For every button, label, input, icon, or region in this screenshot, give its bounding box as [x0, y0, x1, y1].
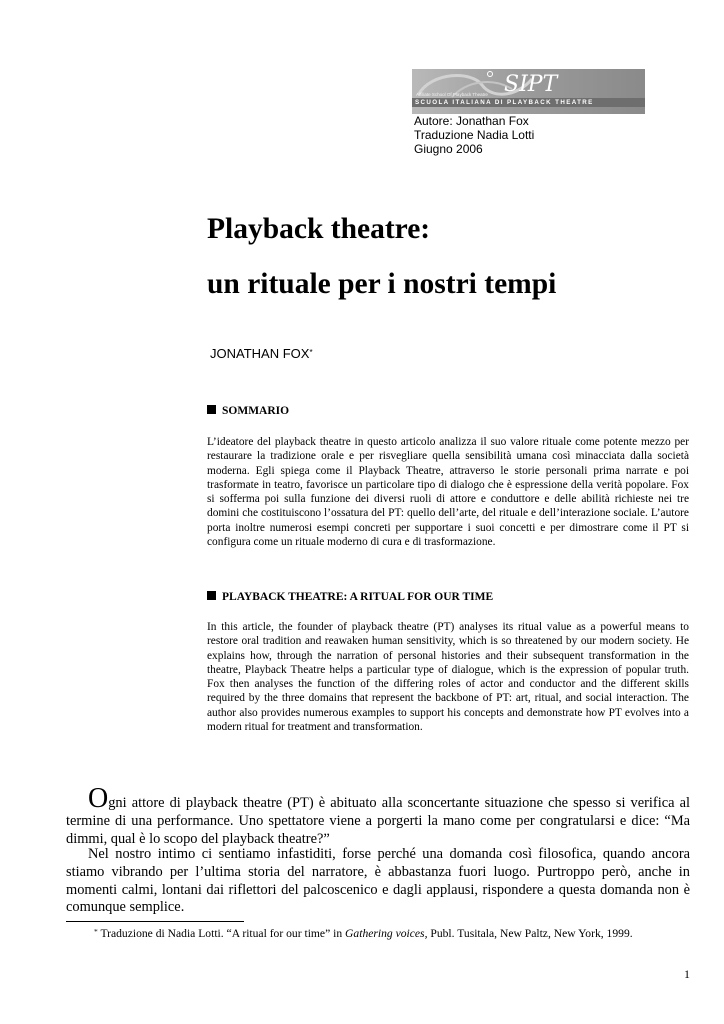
body-paragraph-2: Nel nostro intimo ci sentiamo infastiditi, forse perché una domanda così filosofica, quando ancora stiamo vibrando per l’ultima storia del narratore, è abbastanza fuori luogo. Purtroppo però, anche in momenti calmi, lontani dai riflettori del palcoscenico e dagli applausi, rispondere a questa domanda non è comunque semplice.: [66, 846, 690, 916]
page-number: 1: [684, 967, 690, 981]
footnote-mark: *: [94, 927, 98, 936]
title-line-1: Playback theatre:: [207, 213, 431, 245]
logo-band-text: SCUOLA ITALIANA DI PLAYBACK THEATRE: [415, 99, 594, 106]
section-heading-text: SOMMARIO: [222, 405, 290, 417]
footnote-text-before: Traduzione di Nadia Lotti. “A ritual for our time” in: [97, 927, 346, 940]
abstract-italian: L’ideatore del playback theatre in questo articolo analizza il suo valore rituale come potente mezzo per restaurare la tradizione orale e per risvegliare quella sensibilità umana così minacciata dalla società moderna. Egli spiega come il Playback Theatre, attraverso le storie personali prima narrate e poi trasformate in teatro, favorisce un particolare tipo di dialogo che è espressione della verità popolare. Fox si sofferma poi sulla funzione dei diversi ruoli di attore e conduttore e delle abilità richieste nei tre domini che costituiscono l’ossatura del PT: quello dell’arte, del rituale e dell’interazione sociale. L’autore porta inoltre numerosi esempi concreti per supportare i suoi concetti e per dimostrare come il PT si configura come un rituale moderno di cura e di trasformazione.: [207, 436, 689, 549]
square-bullet-icon: [207, 405, 216, 414]
author-footnote-mark: *: [309, 348, 313, 357]
section-heading-text: PLAYBACK THEATRE: A RITUAL FOR OUR TIME: [222, 591, 494, 603]
sipt-logo: [412, 69, 645, 114]
meta-translation: Traduzione Nadia Lotti: [414, 128, 535, 142]
meta-date: Giugno 2006: [414, 142, 483, 156]
document-meta: [414, 114, 534, 156]
section-heading-sommario: [207, 405, 289, 417]
drop-cap: O: [88, 783, 109, 814]
meta-author: Autore: Jonathan Fox: [414, 114, 529, 128]
logo-brand: SIPT: [504, 72, 558, 97]
section-heading-english: [207, 591, 493, 603]
title-line-2: un rituale per i nostri tempi: [207, 268, 557, 300]
footnote: [94, 927, 633, 940]
logo-band: [412, 98, 645, 107]
abstract-english: In this article, the founder of playback theatre (PT) analyses its ritual value as a powerful means to restore oral tradition and reawaken human sensitivity, which is so threatened by our modern society. He explains how, through the narration of personal histories and their subsequent transformation in the theatre, Playback Theatre helps a particular type of dialogue, which is the expression of popular truth. Fox then analyses the function of the differing roles of actor and conductor and the different skills required by the three domains that represent the backbone of PT: art, ritual, and social interaction. The author also provides numerous examples to support his concepts and demonstrate how PT evolves into a modern ritual for treatment and transformation.: [207, 621, 689, 734]
logo-small-text: Affiliate School Of Playback Theatre: [416, 92, 488, 97]
body-paragraph-1-text: gni attore di playback theatre (PT) è abituato alla sconcertante situazione che spesso si verifica al termine di una performance. Uno spettatore viene a porgerti la mano come per congratularsi e dice: “Ma dimmi, qual è lo scopo del playback theatre?”: [66, 795, 690, 847]
author-line: [210, 346, 313, 361]
footnote-separator: [66, 921, 244, 922]
body-paragraph-1: [66, 783, 690, 848]
footnote-text-after: Publ. Tusitala, New Paltz, New York, 1999.: [427, 927, 633, 940]
footnote-book-title: Gathering voices,: [345, 927, 428, 940]
square-bullet-icon: [207, 591, 216, 600]
author-name: JONATHAN FOX: [210, 346, 310, 361]
